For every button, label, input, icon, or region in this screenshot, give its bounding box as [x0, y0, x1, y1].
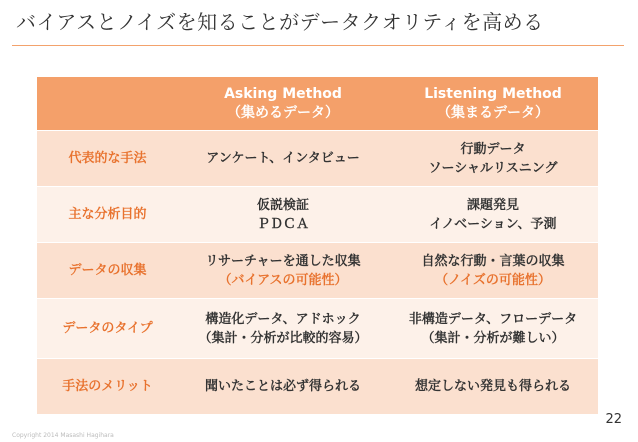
- cell-line: リサーチャーを通した収集: [205, 253, 361, 269]
- table-row: [37, 243, 598, 299]
- page-number: 22: [605, 412, 622, 427]
- copyright-notice: Copyright 2014 Masashi Hagihara: [12, 432, 114, 439]
- asking-cell: [178, 359, 388, 415]
- header-corner-cell: [37, 77, 178, 131]
- cell-line: 非構造データ、フローデータ: [408, 311, 578, 327]
- row-label: 手法のメリット: [37, 359, 178, 415]
- cell-line: イノベーション、予測: [429, 216, 557, 232]
- cell-line: （集計・分析が難しい）: [421, 330, 565, 346]
- cell-line-highlight: （バイアスの可能性）: [218, 272, 348, 288]
- cell-line: 聞いたことは必ず得られる: [204, 379, 361, 394]
- cell-line: 構造化データ、アドホック: [205, 311, 361, 327]
- table-row: [37, 187, 598, 243]
- listening-cell: [388, 243, 598, 299]
- table-row: [37, 299, 598, 359]
- table-row: [37, 131, 598, 187]
- cell-line: 仮説検証: [256, 197, 309, 213]
- slide-title: バイアスとノイズを知ることがデータクオリティを高める: [16, 10, 544, 34]
- row-label: 主な分析目的: [37, 187, 178, 243]
- row-label: データのタイプ: [37, 299, 178, 359]
- cell-line: 課題発見: [466, 197, 519, 213]
- header-asking-subtitle: （集めるデータ）: [227, 104, 339, 121]
- cell-line: ソーシャルリスニング: [428, 160, 558, 176]
- row-label: データの収集: [37, 243, 178, 299]
- cell-line: ＰＤＣＡ: [256, 216, 309, 232]
- asking-cell: [178, 187, 388, 243]
- comparison-table: [37, 77, 598, 415]
- header-listening-title: Listening Method: [424, 85, 562, 102]
- title-divider: [12, 45, 624, 46]
- asking-cell: [178, 131, 388, 187]
- table-header-row: [37, 77, 598, 131]
- row-label: 代表的な手法: [37, 131, 178, 187]
- asking-cell: [178, 243, 388, 299]
- listening-cell: [388, 299, 598, 359]
- cell-line: 行動データ: [460, 141, 526, 157]
- cell-line: 想定しない発見も得られる: [414, 379, 571, 394]
- cell-line-highlight: （ノイズの可能性）: [435, 272, 551, 288]
- cell-line: （集計・分析が比較的容易）: [198, 330, 368, 346]
- listening-cell: [388, 131, 598, 187]
- header-listening-subtitle: （集まるデータ）: [437, 104, 549, 121]
- cell-line: アンケート、インタビュー: [206, 151, 360, 166]
- header-asking-title: Asking Method: [224, 85, 342, 102]
- header-asking-method: [178, 77, 388, 131]
- table-row: [37, 359, 598, 415]
- asking-cell: [178, 299, 388, 359]
- header-listening-method: [388, 77, 598, 131]
- listening-cell: [388, 187, 598, 243]
- listening-cell: [388, 359, 598, 415]
- cell-line: 自然な行動・言葉の収集: [421, 253, 565, 269]
